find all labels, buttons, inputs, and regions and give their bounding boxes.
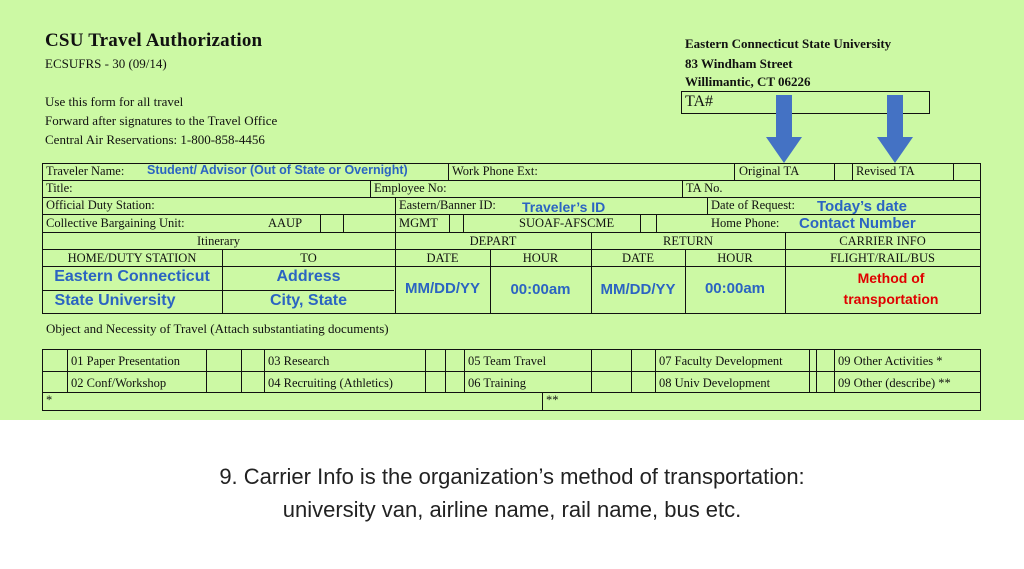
- duty-station-label: Official Duty Station:: [46, 198, 155, 212]
- depart-date-label: DATE: [426, 251, 459, 265]
- from-station-line1[interactable]: Eastern Connecticut: [54, 268, 210, 285]
- itinerary-label: Itinerary: [196, 234, 241, 248]
- aaup-label: AAUP: [268, 216, 303, 230]
- suoaf-label: SUOAF-AFSCME: [519, 216, 615, 230]
- title-label: Title:: [46, 181, 73, 195]
- caption-line-2: university van, airline name, rail name, bus etc.: [282, 497, 742, 522]
- form-title: CSU Travel Authorization: [45, 30, 263, 51]
- work-phone-label: Work Phone Ext:: [452, 164, 538, 178]
- home-phone-label: Home Phone:: [711, 216, 780, 230]
- instruction-line-3: Central Air Reservations: 1-800-858-4456: [45, 132, 265, 147]
- cba-label: Collective Bargaining Unit:: [46, 216, 185, 230]
- slide-caption: [0, 460, 1024, 526]
- revised-ta-label: Revised TA: [856, 164, 915, 178]
- purpose-item-team-travel[interactable]: 05 Team Travel: [468, 354, 547, 368]
- ta-number-label: TA#: [685, 93, 714, 110]
- depart-label: DEPART: [469, 234, 517, 248]
- instruction-line-2: Forward after signatures to the Travel Office: [45, 113, 278, 128]
- return-date-value[interactable]: MM/DD/YY: [600, 281, 676, 298]
- carrier-info-label: CARRIER INFO: [839, 234, 926, 248]
- flight-rail-bus-label: FLIGHT/RAIL/BUS: [830, 251, 935, 265]
- purpose-item-other-activities[interactable]: 09 Other Activities *: [838, 354, 943, 368]
- purpose-item-other-describe[interactable]: 09 Other (describe) **: [838, 376, 951, 390]
- from-station-line2[interactable]: State University: [54, 292, 176, 309]
- form-code: ECSUFRS - 30 (09/14): [45, 56, 167, 71]
- note-double-asterisk: **: [546, 393, 559, 407]
- purpose-item-research[interactable]: 03 Research: [268, 354, 330, 368]
- purpose-item-conf-workshop[interactable]: 02 Conf/Workshop: [71, 376, 167, 390]
- purpose-item-paper-presentation[interactable]: 01 Paper Presentation: [71, 354, 181, 368]
- to-label: TO: [300, 251, 317, 265]
- traveler-name-label: Traveler Name:: [46, 164, 125, 178]
- to-address-line1[interactable]: Address: [276, 268, 341, 285]
- mgmt-label: MGMT: [399, 216, 438, 230]
- return-hour-value[interactable]: 00:00am: [704, 280, 766, 297]
- home-duty-label: HOME/DUTY STATION: [67, 251, 197, 265]
- to-address-line2[interactable]: City, State: [269, 292, 348, 309]
- caption-line-1: 9. Carrier Info is the organization’s method of transportation:: [219, 464, 805, 489]
- date-request-label: Date of Request:: [711, 198, 796, 212]
- carrier-value-line1[interactable]: Method of: [857, 270, 925, 286]
- traveler-name-value[interactable]: Student/ Advisor (Out of State or Overnight): [147, 163, 408, 177]
- ta-no-label: TA No.: [686, 181, 723, 195]
- employee-no-label: Employee No:: [374, 181, 447, 195]
- purpose-item-recruiting[interactable]: 04 Recruiting (Athletics): [268, 376, 393, 390]
- university-name: Eastern Connecticut State University: [685, 36, 892, 51]
- carrier-value-line2[interactable]: transportation: [843, 291, 939, 307]
- date-request-value[interactable]: Today’s date: [817, 198, 908, 215]
- home-phone-value[interactable]: Contact Number: [799, 215, 916, 232]
- original-ta-label: Original TA: [739, 164, 800, 178]
- university-city: Willimantic, CT 06226: [685, 74, 811, 89]
- university-street: 83 Windham Street: [685, 56, 793, 71]
- depart-hour-value[interactable]: 00:00am: [510, 281, 571, 298]
- banner-id-label: Eastern/Banner ID:: [399, 198, 496, 212]
- depart-hour-label: HOUR: [522, 251, 559, 265]
- purpose-item-training[interactable]: 06 Training: [468, 376, 527, 390]
- banner-id-value[interactable]: Traveler’s ID: [522, 199, 606, 215]
- purpose-item-faculty-development[interactable]: 07 Faculty Development: [659, 354, 783, 368]
- depart-date-value[interactable]: MM/DD/YY: [405, 280, 480, 297]
- purpose-item-univ-development[interactable]: 08 Univ Development: [659, 376, 771, 390]
- instruction-line-1: Use this form for all travel: [45, 94, 184, 109]
- note-single-asterisk: *: [46, 393, 53, 407]
- return-date-label: DATE: [622, 251, 654, 265]
- return-label: RETURN: [663, 234, 713, 248]
- purpose-heading: Object and Necessity of Travel (Attach substantiating documents): [46, 321, 389, 336]
- return-hour-label: HOUR: [717, 251, 753, 265]
